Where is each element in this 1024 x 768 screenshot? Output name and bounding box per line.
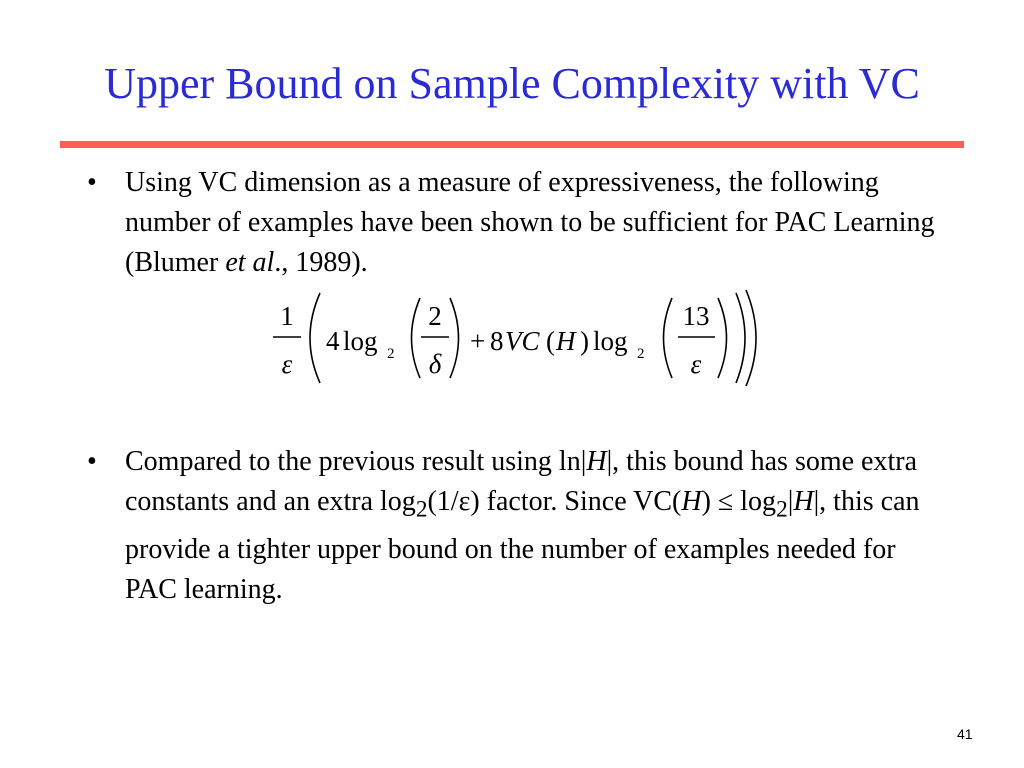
formula-lparen: (	[546, 326, 555, 356]
slide-title: Upper Bound on Sample Complexity with VC	[104, 59, 920, 108]
bullet-text-part: Using VC dimension as a measure of expressiveness, the following number of examples have been shown to be sufficient for PAC Learning (Blumer	[125, 167, 935, 278]
bullet-text-subscript: 2	[415, 496, 428, 523]
inner-left-paren	[664, 298, 673, 378]
formula-numerator-thirteen: 13	[682, 301, 710, 331]
bullet-text	[125, 442, 937, 610]
bullet-text-part: |, this can provide a tighter upper bound on the number of examples needed for PAC learning.	[125, 486, 920, 605]
bullet-text-part: Compared to the previous result using ln|	[125, 446, 587, 477]
title-divider	[60, 141, 964, 148]
outer-right-paren	[736, 293, 745, 383]
bullet-text-italic: H	[793, 486, 814, 517]
formula-coefficient-four: 4	[326, 326, 340, 356]
formula-denominator-epsilon: ε	[690, 349, 702, 379]
formula-log: log	[343, 326, 378, 356]
outer-left-paren	[310, 293, 320, 383]
bullet-text-italic: et al	[225, 247, 275, 278]
formula-numerator-one: 1	[280, 301, 294, 331]
formula-denominator-epsilon: ε	[281, 349, 293, 379]
formula-vc: VC	[505, 326, 540, 356]
formula-denominator-delta: δ	[428, 349, 442, 379]
outer-right-paren	[746, 290, 756, 386]
formula-rparen: )	[580, 326, 589, 356]
inner-right-paren	[450, 298, 459, 378]
formula-log-base: 2	[637, 346, 645, 362]
sample-complexity-formula	[260, 288, 780, 388]
formula-coefficient-eight: 8	[490, 326, 504, 356]
formula-numerator-two: 2	[428, 301, 442, 331]
bullet-marker: •	[87, 446, 97, 477]
bullet-text-italic: H	[681, 486, 702, 517]
bullet-text-subscript: 2	[776, 496, 788, 523]
formula-plus: +	[470, 326, 486, 356]
formula-log: log	[593, 326, 628, 356]
formula-log-base: 2	[387, 346, 395, 362]
bullet-text-part: |	[787, 486, 794, 517]
inner-right-paren	[718, 298, 727, 378]
bullet-text-part: ) ≤ log	[701, 486, 777, 517]
bullet-text-part: |, this bound has some extra constants and an extra log	[125, 446, 918, 517]
bullet-text	[125, 163, 937, 283]
bullet-item	[87, 163, 937, 283]
inner-left-paren	[412, 298, 421, 378]
bullet-text-part: (1/ε) factor. Since VC(	[427, 486, 682, 517]
bullet-marker: •	[87, 167, 97, 198]
slide-number: 41	[957, 726, 973, 742]
bullet-item	[87, 442, 937, 610]
bullet-text-part: ., 1989).	[274, 247, 368, 278]
formula-h: H	[556, 326, 576, 356]
bullet-text-italic: H	[586, 446, 607, 477]
